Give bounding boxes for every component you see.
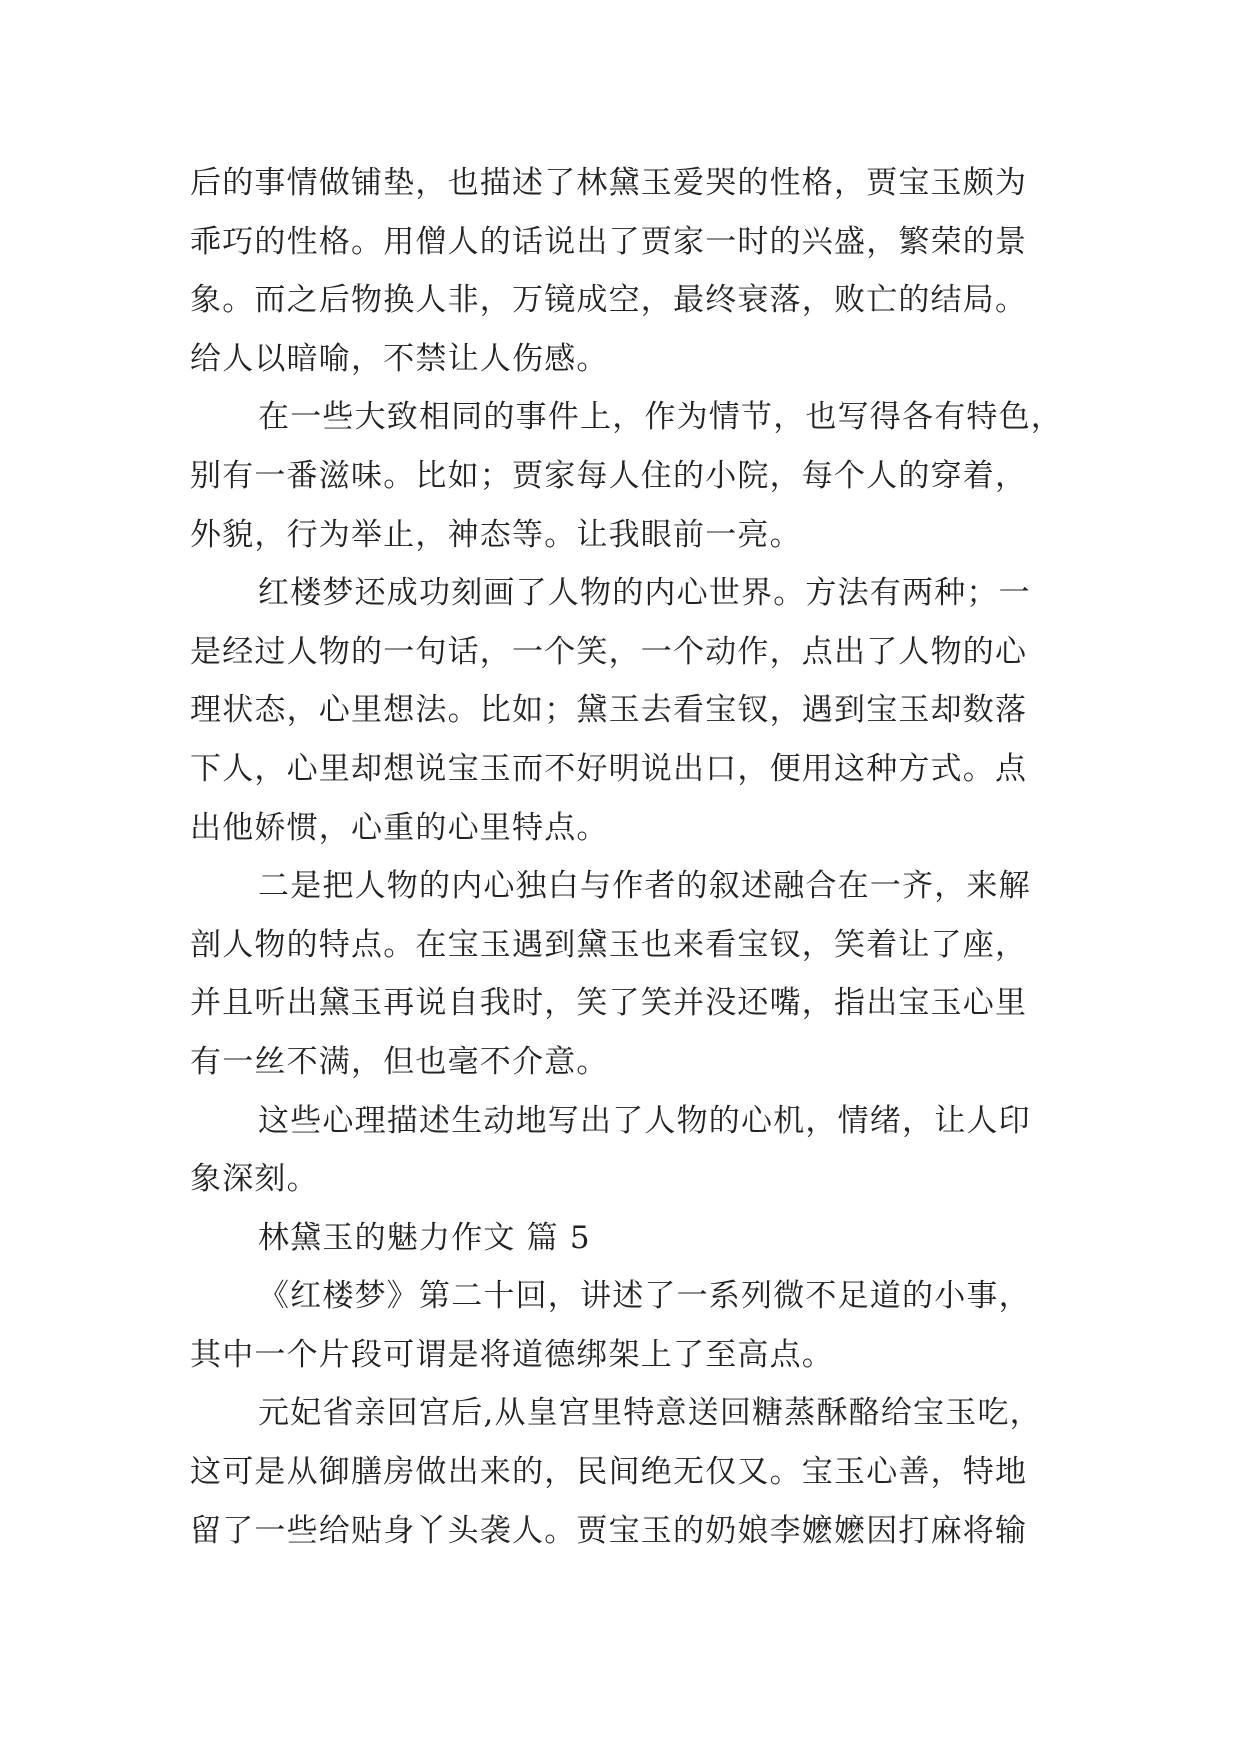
paragraph-start-line: 这些心理描述生动地写出了人物的心机，情绪，让人印 [258, 1102, 1031, 1139]
text-line: 剖人物的特点。在宝玉遇到黛玉也来看宝钗，笑着让了座， [190, 926, 1028, 963]
text-line: 象。而之后物换人非，万镜成空，最终衰落，败亡的结局。 [190, 282, 1028, 319]
paragraph-start-line: 《红楼梦》第二十回，讲述了一系列微不足道的小事， [258, 1278, 1031, 1315]
text-line: 乖巧的性格。用僧人的话说出了贾家一时的兴盛，繁荣的景 [190, 223, 1028, 260]
text-line: 留了一些给贴身丫头袭人。贾宝玉的奶娘李嬷嬷因打麻将输 [190, 1512, 1028, 1549]
paragraph-start-line: 在一些大致相同的事件上，作为情节，也写得各有特色， [258, 399, 1063, 436]
text-line: 后的事情做铺垫，也描述了林黛玉爱哭的性格，贾宝玉颇为 [190, 165, 1028, 201]
text-line: 外貌，行为举止，神态等。让我眼前一亮。 [190, 516, 802, 553]
text-line: 其中一个片段可谓是将道德绑架上了至高点。 [190, 1336, 834, 1373]
paragraph-start-line: 二是把人物的内心独白与作者的叙述融合在一齐，来解 [258, 868, 1031, 905]
text-line: 理状态，心里想法。比如；黛玉去看宝钗，遇到宝玉却数落 [190, 692, 1028, 729]
text-line: 并且听出黛玉再说自我时，笑了笑并没还嘴，指出宝玉心里 [190, 985, 1028, 1022]
text-line: 出他娇惯，心重的心里特点。 [190, 809, 609, 846]
document-body [190, 154, 1070, 1560]
text-line: 象深刻。 [190, 1161, 319, 1198]
paragraph-start-line: 元妃省亲回宫后,从皇宫里特意送回糖蒸酥酪给宝玉吃， [258, 1395, 1042, 1432]
text-line: 这可是从御膳房做出来的，民间绝无仅又。宝玉心善，特地 [190, 1454, 1028, 1491]
text-line: 给人以暗喻，不禁让人伤感。 [190, 340, 609, 377]
text-line: 别有一番滋味。比如；贾家每人住的小院，每个人的穿着， [190, 457, 1028, 494]
paragraph-start-line: 红楼梦还成功刻画了人物的内心世界。方法有两种；一 [258, 575, 1031, 612]
section-heading: 林黛玉的魅力作文 篇 5 [258, 1219, 591, 1256]
text-line: 是经过人物的一句话，一个笑，一个动作，点出了人物的心 [190, 633, 1028, 670]
text-line: 有一丝不满，但也毫不介意。 [190, 1043, 609, 1080]
text-line: 下人，心里却想说宝玉而不好明说出口，便用这种方式。点 [190, 750, 1028, 787]
